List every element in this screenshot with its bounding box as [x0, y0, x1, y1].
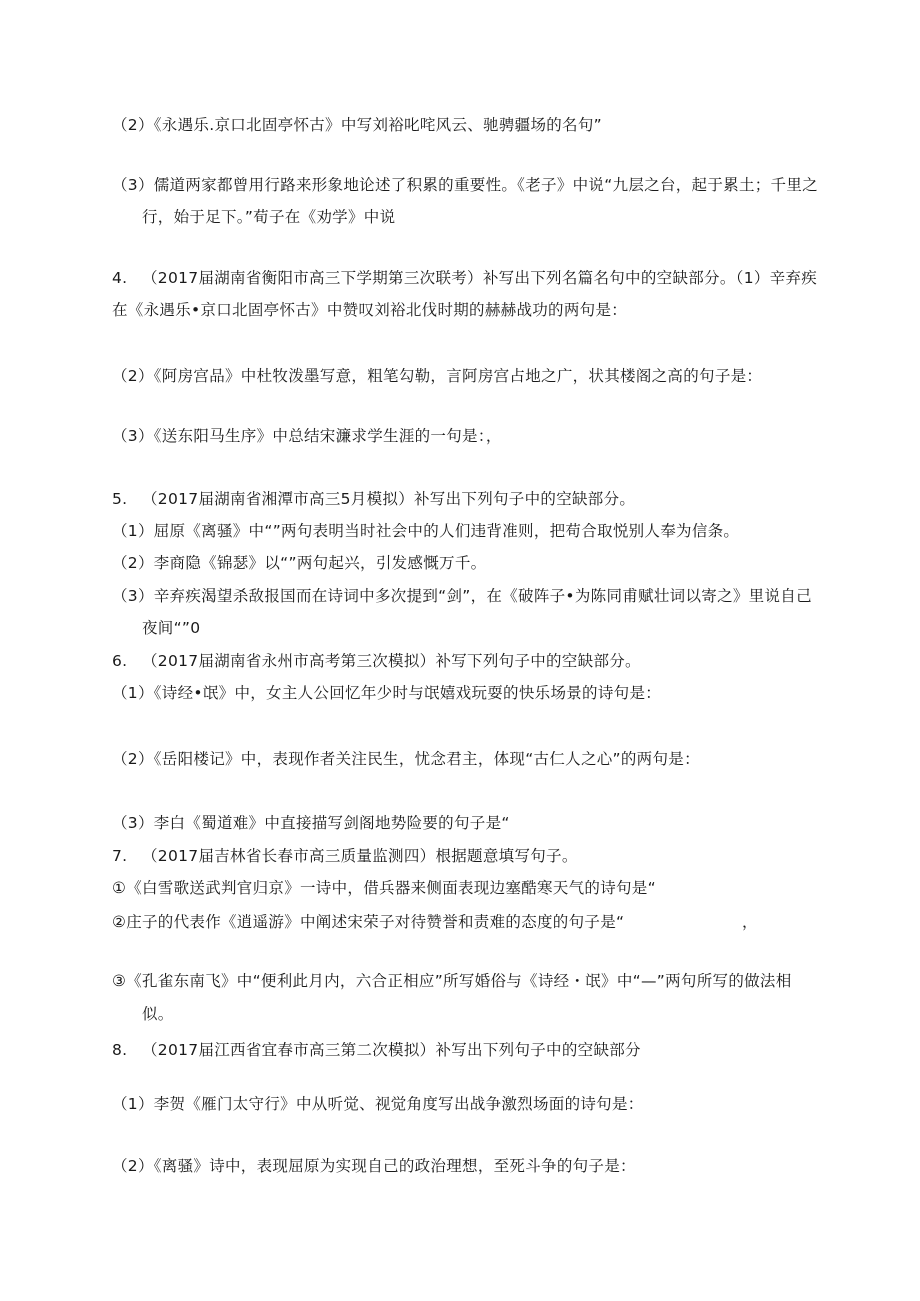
q3-sub3-line: （3）儒道两家都曾用行路来形象地论述了积累的重要性。《老子》中说“九层之台，起于累土；千里之	[112, 176, 818, 194]
question-4-continuation: 在《永遇乐•京口北固亭怀古》中赞叹刘裕北伐时期的赫赫战功的两句是：	[112, 301, 628, 319]
q3-sub2-line: （2）《永遇乐.京口北固亭怀古》中写刘裕叱咤风云、驰骋疆场的名句”	[112, 116, 602, 134]
q4-sub2-line: （2）《阿房宫品》中杜牧泼墨写意，粗笔勾勒，言阿房宫占地之广，状其楼阁之高的句子是：	[112, 367, 763, 385]
q6-sub1-line: （1）《诗经•氓》中，女主人公回忆年少时与氓嬉戏玩耍的快乐场景的诗句是：	[112, 684, 662, 702]
question-8-number: 8.	[112, 1041, 128, 1059]
question-5-number: 5.	[112, 490, 128, 508]
q7-item2-comma: ，	[742, 913, 758, 931]
question-7-number: 7.	[112, 847, 128, 865]
question-5-text: （2017届湖南省湘潭市高三5月模拟）补写出下列句子中的空缺部分。	[142, 490, 636, 508]
q5-sub3-continuation: 夜间“”0	[142, 619, 201, 637]
q7-item1-line: ①《白雪歌送武判官归京》一诗中，借兵器来侧面表现边塞酷寒天气的诗句是“	[112, 879, 656, 897]
question-6-text: （2017届湖南省永州市高考第三次模拟）补写下列句子中的空缺部分。	[142, 652, 641, 670]
q7-item3-continuation: 似。	[142, 1005, 174, 1023]
question-8-text: （2017届江西省宜春市高三第二次模拟）补写出下列句子中的空缺部分	[142, 1041, 641, 1059]
q7-item2-line: ②庄子的代表作《逍遥游》中阐述宋荣子对待赞誉和责难的态度的句子是“	[112, 913, 625, 931]
q6-sub2-line: （2）《岳阳楼记》中，表现作者关注民生，忧念君主，体现“古仁人之心”的两句是：	[112, 750, 700, 768]
q8-sub2-line: （2）《离骚》诗中，表现屈原为实现自己的政治理想，至死斗争的句子是：	[112, 1157, 636, 1175]
q5-sub3-line: （3）辛弃疾渴望杀敌报国而在诗词中多次提到“剑”，在《破阵子•为陈同甫赋壮词以寄之》里说自己	[112, 587, 812, 605]
q5-sub2-line: （2）李商隐《锦瑟》以“”两句起兴，引发感慨万千。	[112, 554, 487, 572]
question-6-number: 6.	[112, 652, 128, 670]
q4-sub3-line: （3）《送东阳马生序》中总结宋濂求学生涯的一句是：，	[112, 427, 502, 445]
question-7-text: （2017届吉林省长春市高三质量监测四）根据题意填写句子。	[142, 847, 578, 865]
q6-sub3-line: （3）李白《蜀道难》中直接描写剑阁地势险要的句子是“	[112, 814, 510, 832]
question-4-number: 4.	[112, 269, 128, 287]
question-4-text: （2017届湖南省衡阳市高三下学期第三次联考）补写出下列名篇名句中的空缺部分。（1）辛弃疾	[142, 269, 818, 287]
q7-item3-line: ③《孔雀东南飞》中“便利此月内，六合正相应”所写婚俗与《诗经・氓》中“—”两句所写的做法相	[112, 972, 792, 990]
q3-sub3-continuation: 行，始于足下。”荀子在《劝学》中说	[142, 208, 396, 226]
q8-sub1-line: （1）李贺《雁门太守行》中从听觉、视觉角度写出战争激烈场面的诗句是：	[112, 1095, 644, 1113]
q5-sub1-line: （1）屈原《离骚》中“”两句表明当时社会中的人们违背准则，把苟合取悦别人奉为信条。	[112, 522, 740, 540]
